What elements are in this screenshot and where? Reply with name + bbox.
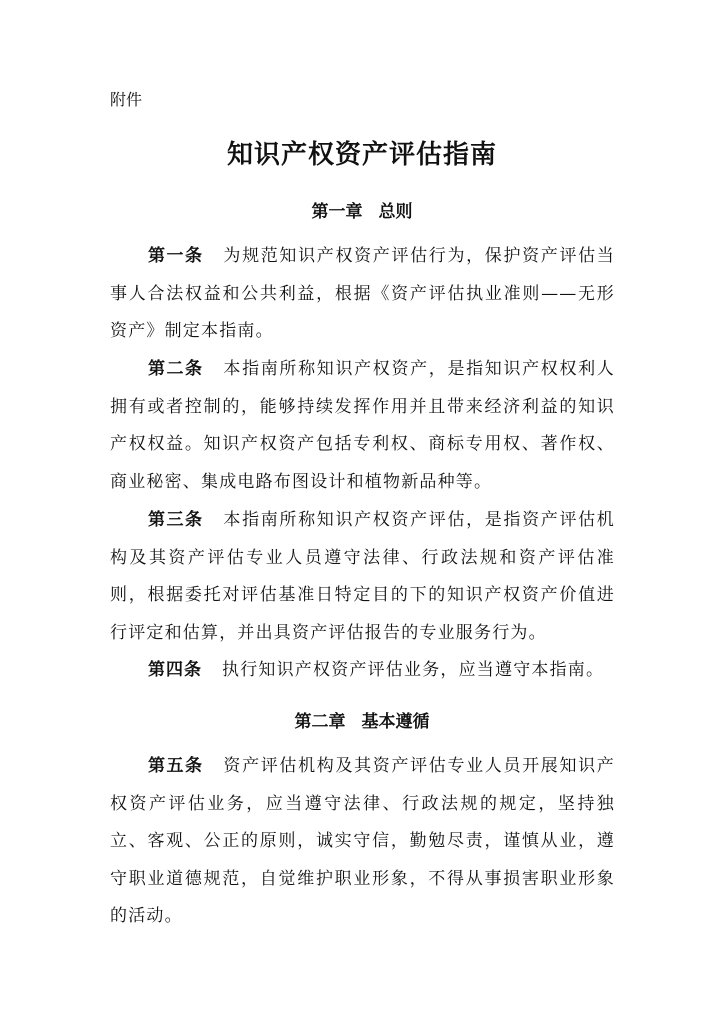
article-label: 第四条 bbox=[148, 660, 202, 680]
chapter-heading-1 bbox=[0, 201, 724, 223]
article-label: 第二条 bbox=[148, 359, 204, 379]
article-text: 本指南所称知识产权资产，是指知识产权权利人拥有或者控制的，能够持续发挥作用并且带来经济利益的知识产权权益。知识产权资产包括专利权、商标专用权、著作权、商业秘密、集成电路布图设计和植物新品种等。 bbox=[110, 359, 616, 492]
chapter-number: 第一章 bbox=[311, 202, 363, 222]
article-1 bbox=[110, 238, 615, 351]
attachment-label: 附件 bbox=[110, 90, 143, 109]
article-4 bbox=[110, 652, 630, 690]
chapter-name: 基本遵循 bbox=[361, 712, 430, 732]
article-label: 第五条 bbox=[148, 756, 204, 776]
article-text: 执行知识产权资产评估业务，应当遵守本指南。 bbox=[222, 660, 605, 680]
article-text: 资产评估机构及其资产评估专业人员开展知识产权资产评估业务，应当遵守法律、行政法规的规定，坚持独立、客观、公正的原则，诚实守信，勤勉尽责，谨慎从业，遵守职业道德规范，自觉维护职业形象，不得从事损害职业形象的活动。 bbox=[110, 756, 616, 926]
article-3 bbox=[110, 502, 615, 652]
document-title: 知识产权资产评估指南 bbox=[226, 140, 497, 170]
chapter-number: 第二章 bbox=[294, 712, 346, 732]
chapter-name: 总则 bbox=[378, 202, 413, 222]
article-2 bbox=[110, 351, 615, 501]
article-label: 第一条 bbox=[148, 246, 204, 266]
article-label: 第三条 bbox=[148, 510, 204, 530]
article-text: 为规范知识产权资产评估行为，保护资产评估当事人合法权益和公共利益，根据《资产评估执业准则——无形资产》制定本指南。 bbox=[110, 246, 616, 341]
chapter-heading-2 bbox=[0, 711, 724, 733]
article-5 bbox=[110, 748, 615, 936]
article-text: 本指南所称知识产权资产评估，是指资产评估机构及其资产评估专业人员遵守法律、行政法规和资产评估准则，根据委托对评估基准日特定目的下的知识产权资产价值进行评定和估算，并出具资产评估报告的专业服务行为。 bbox=[110, 510, 616, 643]
